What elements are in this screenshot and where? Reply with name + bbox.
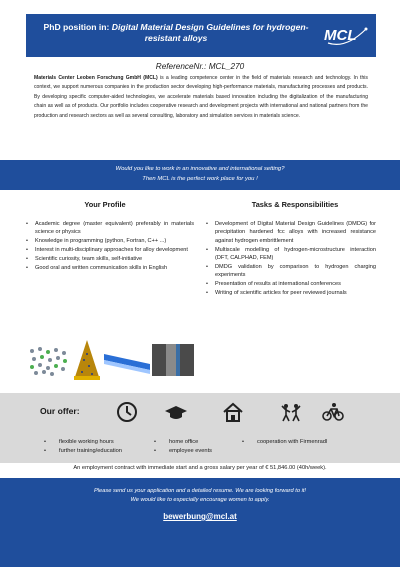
task-item: • Multiscale modelling of hydrogen-microstructure interaction (DFT, CALPHAD, FEM) [206,246,376,263]
bicycle-icon [322,401,344,423]
footer-banner [0,478,400,567]
task-item: • Writing of scientific articles for peer reviewed journals [206,289,376,297]
application-line-2: We would like to especially encourage women to apply. [130,497,270,504]
offer-column-2 [154,438,212,456]
offer-item: • home office [154,438,212,447]
atomic-lattice-image [28,346,68,376]
offer-item: • cooperation with Firmenradl [242,438,327,447]
profile-heading: Your Profile [84,200,126,209]
people-celebrating-icon [280,401,302,423]
simulation-image [152,344,194,376]
graduation-cap-icon [165,401,187,423]
position-topic: Digital Material Design Guidelines for hydrogen-resistant alloys [111,22,309,44]
reference-number: ReferenceNr.: MCL_270 [155,62,245,71]
clock-icon [116,401,138,423]
profile-item: • Knowledge in programming (python, Fortran, C++ ...) [26,237,194,245]
profile-list [26,220,194,273]
research-illustrations [28,340,198,380]
profile-item: • Interest in multi-disciplinary approaches for alloy development [26,246,194,254]
position-lead: PhD position in: [43,22,110,32]
application-email-link[interactable]: bewerbung@mcl.at [163,512,237,521]
mcl-logo [322,23,370,47]
position-title [26,22,326,44]
offer-item: • flexible working hours [44,438,122,447]
offer-item: • further training/education [44,447,122,456]
invitation-line-1: Would you like to work in an innovative and international setting? [115,166,285,172]
offer-title: Our offer: [40,406,80,416]
application-note [0,487,400,506]
svg-text:MCL: MCL [324,27,357,44]
company-name: Materials Center Leoben Forschung GmbH [34,75,141,81]
profile-item: • Scientific curiosity, team skills, self-initiative [26,255,194,263]
company-intro [34,74,368,121]
invitation-banner [0,160,400,190]
offer-item: • employee events [154,447,212,456]
microstructure-image [74,340,100,380]
header-banner [26,14,376,57]
application-line-1: Please send us your application and a detailed resume. We are looking forward to it! [93,488,307,494]
offer-column-1 [44,438,122,456]
profile-item: • Academic degree (master equivalent) preferably in materials science or physics [26,220,194,237]
tasks-heading: Tasks & Responsibilities [251,200,339,209]
house-icon [222,401,244,423]
task-item: • Presentation of results at international conferences [206,280,376,288]
task-item: • Development of Digital Material Design Guidelines (DMDG) for precipitation hardened fcc alloys with increased resistance against hydrogen embrittlement [206,220,376,245]
contract-info: An employment contract with immediate start and a gross salary per year of € 51,846.00 (40h/week). [73,465,327,471]
intro-text: is a leading competence center in the field of materials research and technology. In this context, we support numerous companies in the production sector developing high-performance materials, manufacturing processes and products. By developing specific computer-aided technologies, we accelerate materials based innovation including the digitalization of the manufacturing chain as well as of products. Our portfolio includes cooperative research and development projects with international and national partners from the production and research sectors as well as several consulting, laboratory and simulation services in materials science. [34,75,368,119]
profile-item: • Good oral and written communication skills in English [26,264,194,272]
tasks-list [206,220,376,298]
task-item: • DMDG validation by comparison to hydrogen charging experiments [206,263,376,280]
hydrogen-diffusion-image [104,350,150,374]
offer-column-3 [242,438,327,447]
company-abbr: (MCL) [143,75,158,81]
offer-section [0,393,400,463]
invitation-line-2: Then MCL is the perfect work place for you ! [142,175,258,182]
